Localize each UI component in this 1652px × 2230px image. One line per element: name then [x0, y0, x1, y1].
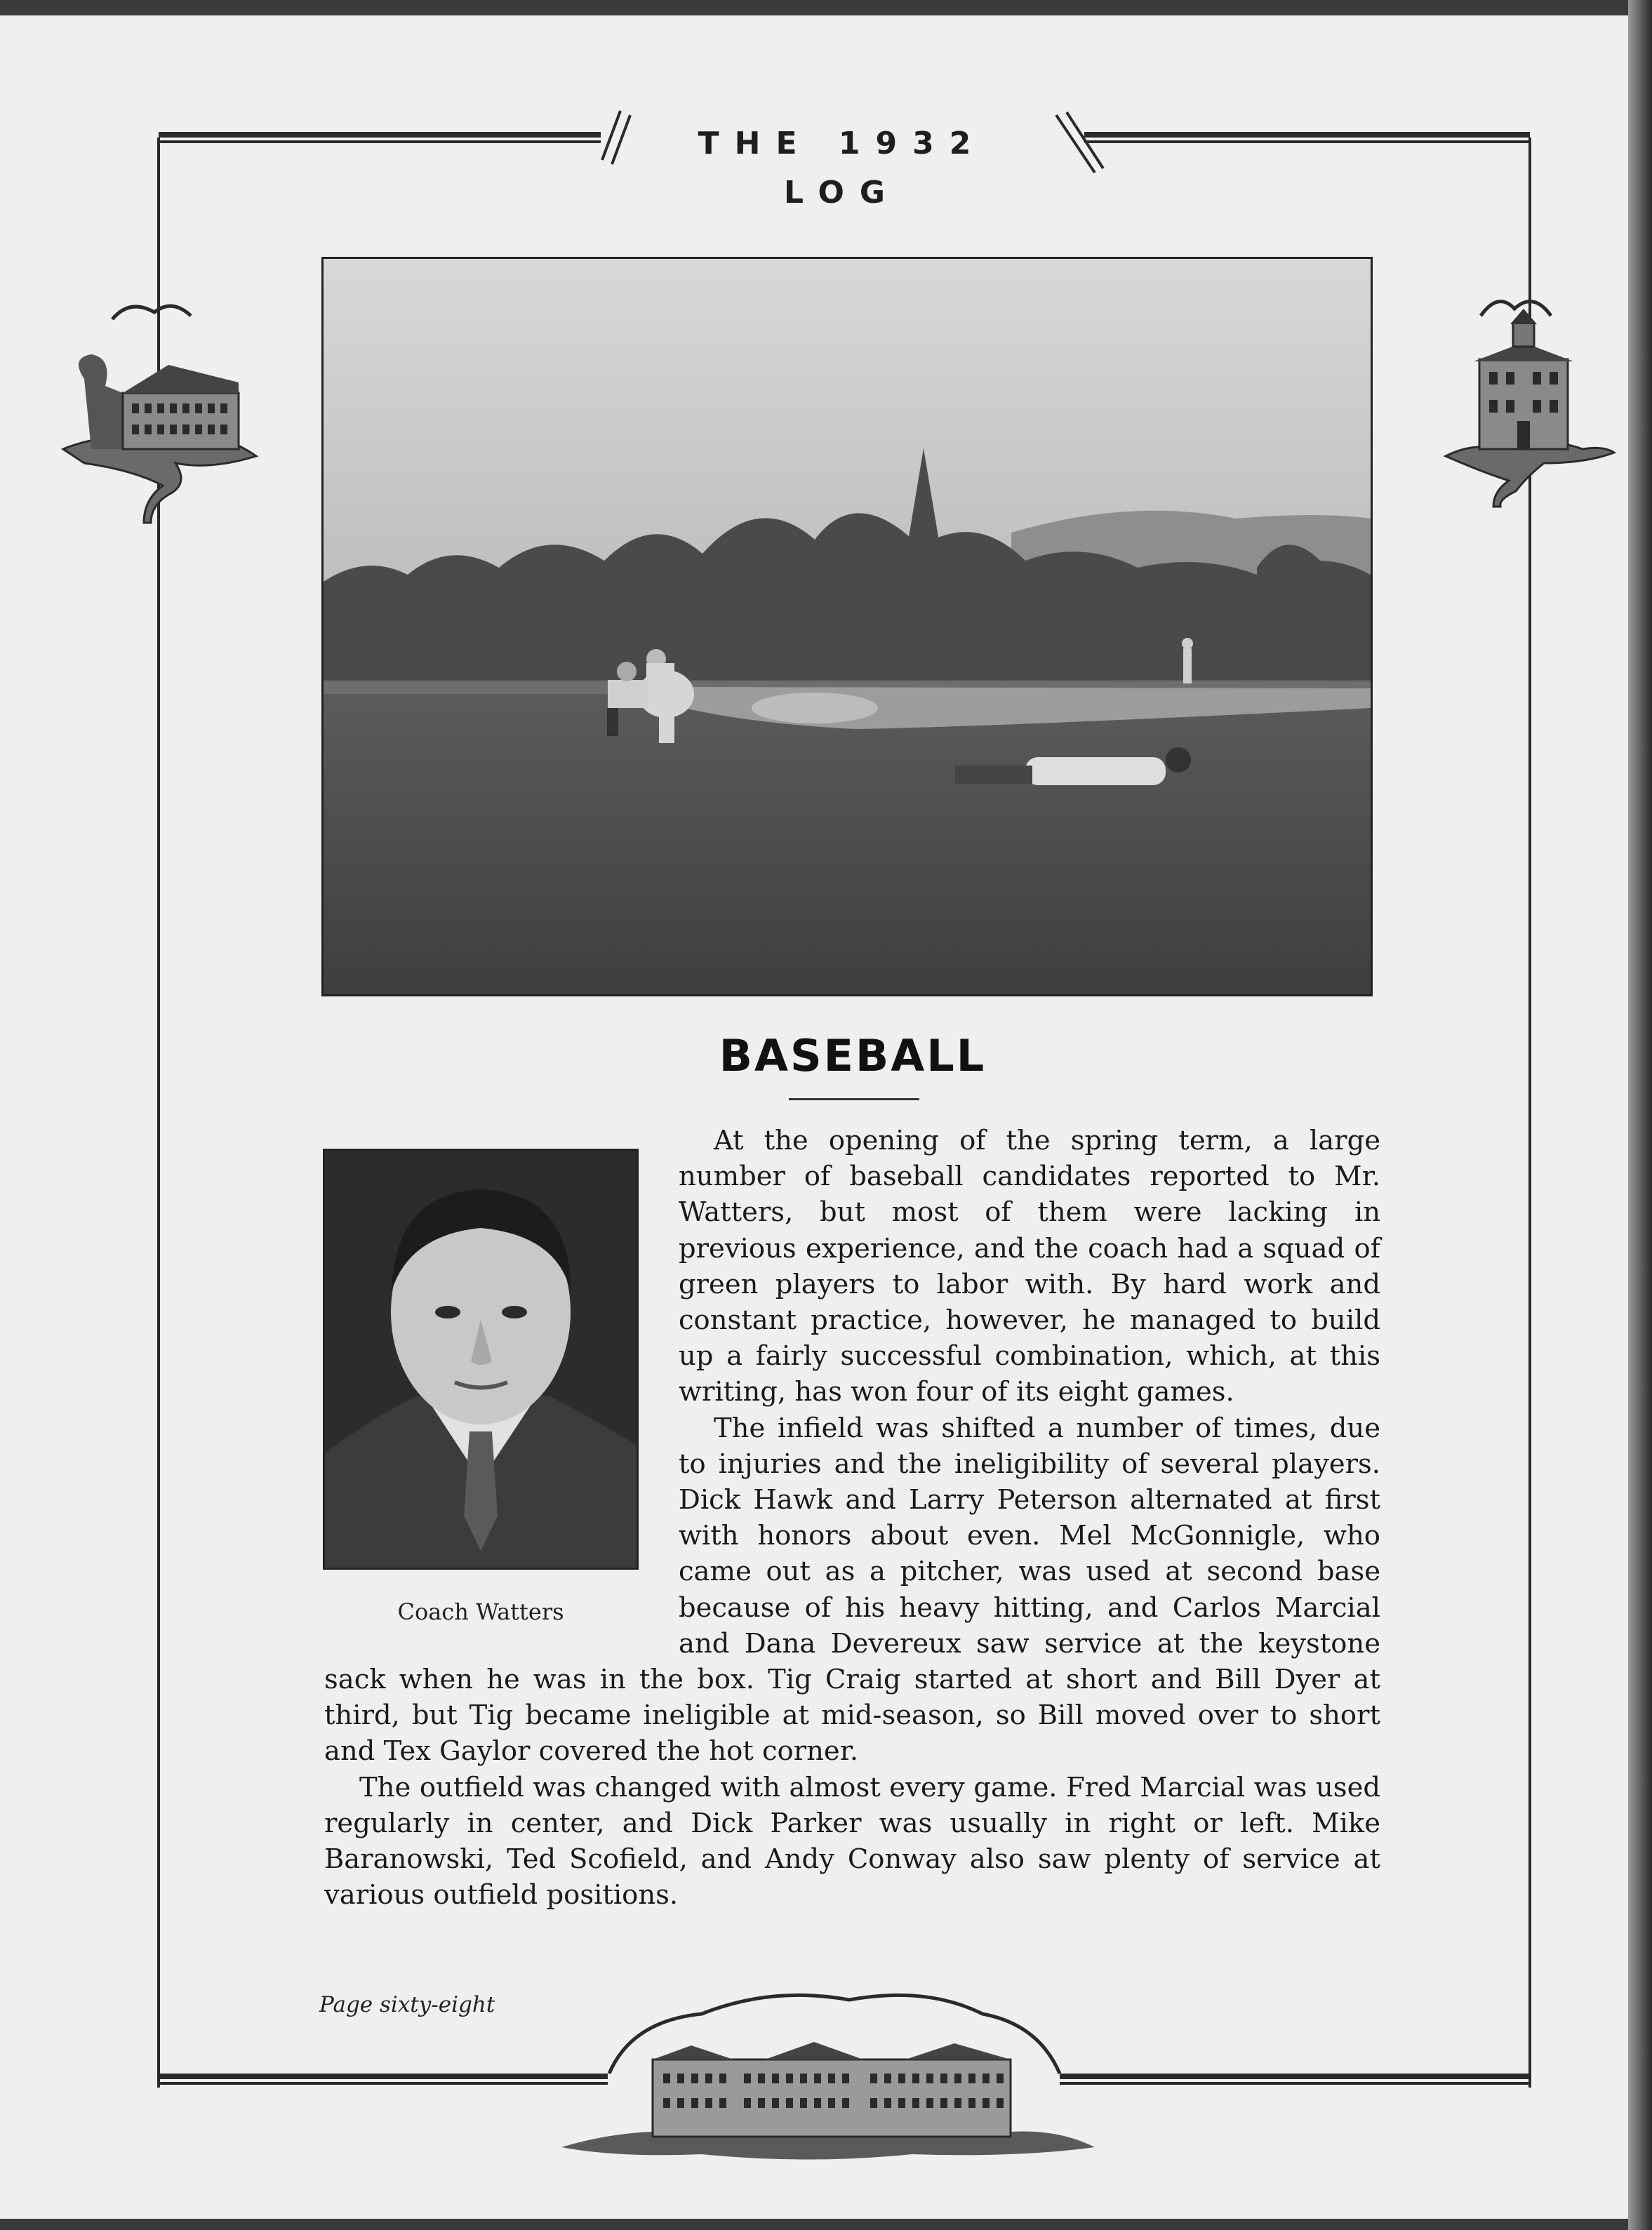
page-number-label: Page sixty-eight	[319, 1992, 495, 2017]
article-paragraph: The outfield was changed with almost every game. Fred Marcial was used regularly in center, and Dick Parker was usually in right or left. Mike Baranowski, Ted Scofield, and Andy Conway also saw plenty of service at various outfield positions.	[324, 1771, 1380, 1911]
campus-panorama-icon	[561, 1995, 1095, 2159]
header-rule-left	[159, 111, 630, 164]
portrait-caption: Coach Watters	[397, 1598, 564, 1625]
portrait-float-spacer	[324, 1123, 679, 1662]
article-paragraph: The infield was shifted a number of times, due to injuries and the ineligibility of several players. Dick Hawk and Larry Peterson alternated at first with honors about even. Mel McGonnigle, who came out as a pitcher, was used at second base because of his heavy hitting, and Carlos Marcial and Dana Devereux saw service at the keystone sack when he was in the box. Tig Craig started at short and Bill Dyer at third, but Tig became ineligible at mid-season, so Bill moved over to short and Tex Gaylor covered the hot corner.	[324, 1412, 1380, 1768]
article-paragraph: At the opening of the spring term, a large number of baseball candidates reported to Mr. Watters, but most of them were lacking in previous experience, and the coach had a squad of green players to labor with. By hard work and constant practice, however, he managed to build up a fairly successful combination, which, at this writing, has won four of its eight games.	[679, 1125, 1380, 1408]
header-rule-right	[1056, 112, 1530, 173]
article-body	[324, 1123, 1380, 1909]
heading-underline	[789, 1098, 919, 1100]
footer-rule-left	[159, 2074, 608, 2085]
yearbook-header-title: THE 1932 LOG	[698, 126, 987, 211]
baseball-game-photo	[321, 257, 1373, 996]
book-spine	[1628, 0, 1652, 2230]
chapel-building-icon	[1446, 302, 1614, 507]
footer-rule-right	[1060, 2074, 1530, 2085]
article-heading: BASEBALL	[719, 1030, 987, 1081]
